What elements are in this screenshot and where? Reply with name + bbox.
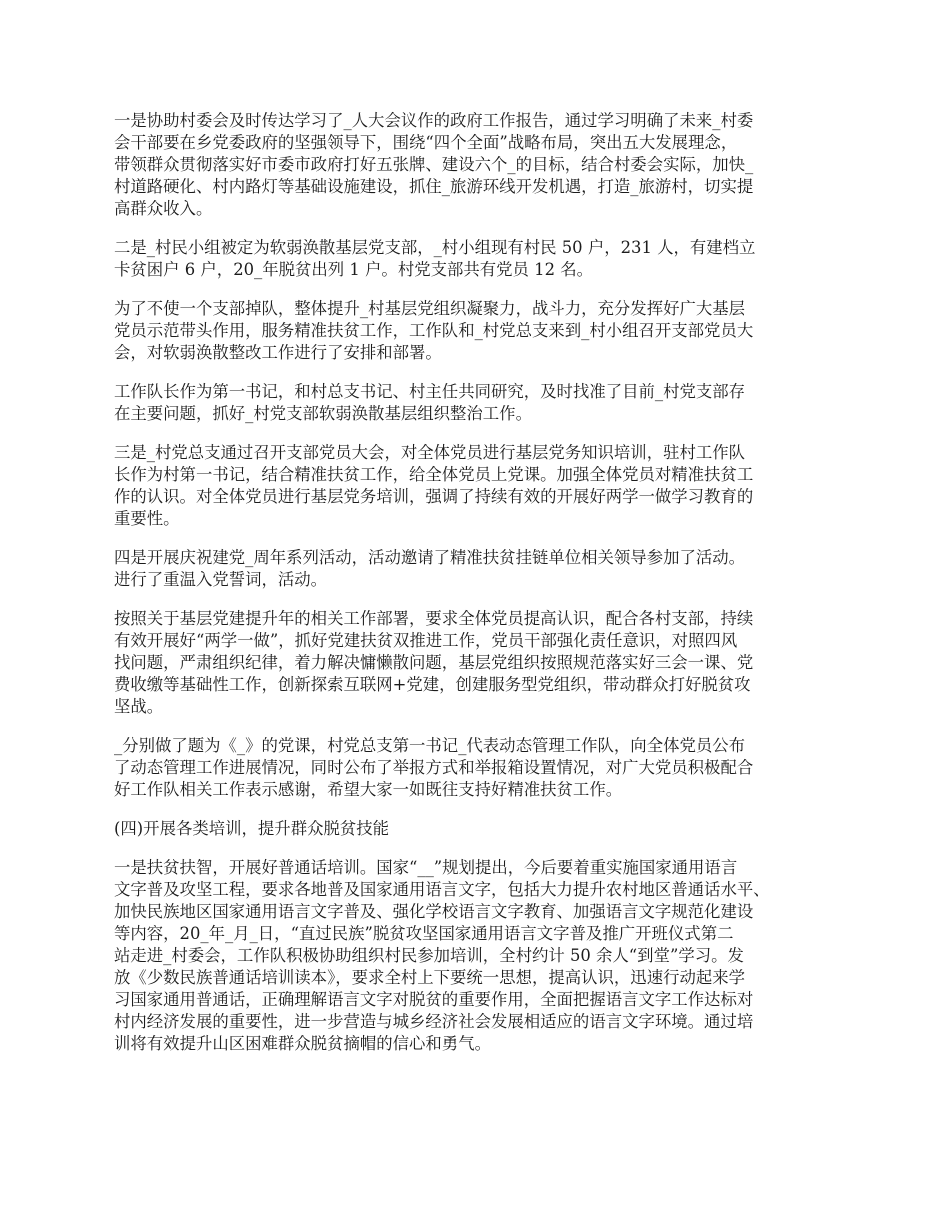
paragraph-3: 为了不使一个支部掉队，整体提升_村基层党组织凝聚力，战斗力，充分发挥好广大基层 党员示范带头作用，服务精准扶贫工作，工作队和_村党总支来到_村小组召开支部党员大 会，对软弱涣散整改工作进行了安排和部署。	[114, 299, 754, 362]
paragraph-10: 一是扶贫扶智，开展好普通话培训。国家“__”规划提出，今后要着重实施国家通用语言 文字普及攻坚工程，要求各地普及国家通用语言文字，包括大力提升农村地区普通话水平、 加快民族地区国家通用语言文字普及、强化学校语言文字教育、加强语言文字规范化建设 等内容，20_年_月_日，“直过民族”脱贫攻坚国家通用语言文字普及推广开班仪式第二 站走进_村委会，工作队积极协助组织村民参加培训，全村约计 50 余人“到堂”学习。发 放《少数民族普通话培训读本》，要求全村上下要统一思想，提高认识，迅速行动起来学 习国家通用普通话，正确理解语言文字对脱贫的重要作用，全面把握语言文字工作达标对 村内经济发展的重要性，进一步营造与城乡经济社会发展相适应的语言文字环境。通过培 训将有效提升山区困难群众脱贫摘帽的信心和勇气。	[114, 858, 770, 1053]
paragraph-8: _分别做了题为《_》的党课，村党总支第一书记_代表动态管理工作队，向全体党员公布 了动态管理工作进展情况，同时公布了举报方式和举报箱设置情况，对广大党员积极配合 好工作队相关工作表示感谢，希望大家一如既往支持好精准扶贫工作。	[114, 736, 754, 799]
paragraph-5: 三是_村党总支通过召开支部党员大会，对全体党员进行基层党务知识培训，驻村工作队 长作为村第一书记，结合精准扶贫工作，给全体党员上党课。加强全体党员对精准扶贫工 作的认识。对全体党员进行基层党务培训，强调了持续有效的开展好两学一做学习教育的 重要性。	[114, 443, 754, 528]
document-body	[114, 110, 854, 1072]
paragraph-2: 二是_村民小组被定为软弱涣散基层党支部，_村小组现有村民 50 户，231 人，有建档立 卡贫困户 6 户，20_年脱贫出列 1 户。村党支部共有党员 12 名。	[114, 238, 756, 279]
section-heading-training: (四)开展各类培训，提升群众脱贫技能	[114, 819, 390, 838]
paragraph-4: 工作队长作为第一书记，和村总支书记、村主任共同研究，及时找准了目前_村党支部存 在主要问题，抓好_村党支部软弱涣散基层组织整治工作。	[114, 382, 746, 423]
paragraph-7: 按照关于基层党建提升年的相关工作部署，要求全体党员提高认识，配合各村支部，持续 有效开展好“两学一做”，抓好党建扶贫双推进工作，党员干部强化责任意识，对照四风 找问题，严肃组织纪律，着力解决慵懒散问题，基层党组织按照规范落实好三会一课、党 费收缴等基础性工作，创新探索互联网+党建，创建服务型党组织，带动群众打好脱贫攻 坚战。	[114, 609, 754, 716]
paragraph-1: 一是协助村委会及时传达学习了_人大会议作的政府工作报告，通过学习明确了未来_村委 会干部要在乡党委政府的坚强领导下，围绕“四个全面”战略布局，突出五大发展理念， 带领群众贯彻落实好市委市政府打好五张牌、建设六个_的目标，结合村委会实际，加快_ 村道路硬化、村内路灯等基础设施建设，抓住_旅游环线开发机遇，打造_旅游村，切实提 高群众收入。	[114, 111, 754, 218]
paragraph-6: 四是开展庆祝建党_周年系列活动，活动邀请了精准扶贫挂链单位相关领导参加了活动。 进行了重温入党誓词，活动。	[114, 548, 746, 589]
